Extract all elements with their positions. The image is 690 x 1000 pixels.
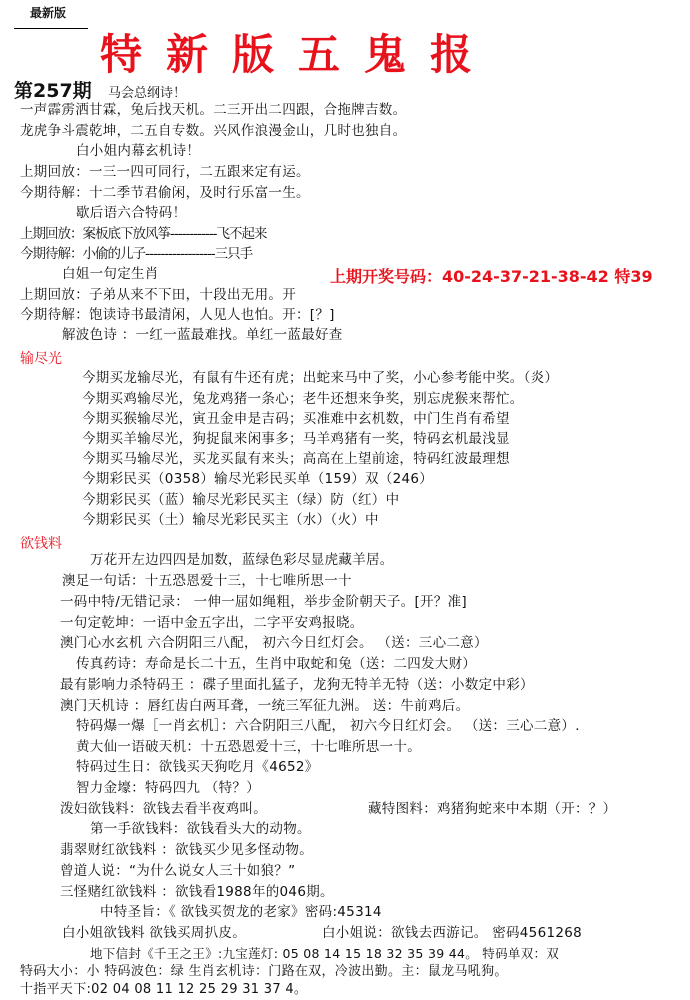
this-period-2: 今期待解：小偷的儿子------------------三只手 [20, 246, 253, 262]
lose-line-2: 今期买鸡输尽光，兔龙鸡猪一条心；老牛还想来争奖，别忘虎猴来帮忙。 [82, 391, 524, 407]
issue-subtitle: 马会总纲诗！ [108, 86, 187, 101]
subheading-xiehouyu: 歇后语六合特码！ [76, 205, 187, 221]
money-line-3: 一码中特/无错记录： 一伸一屈如绳粗，举步金阶朝天子。[开？准] [60, 594, 467, 610]
lose-line-3: 今期买猴输尽光，寅丑金申是吉码；买准难中玄机数，中门生肖有希望 [82, 411, 510, 427]
money-line-6: 传真药诗：寿命是长二十五，生肖中取蛇和兔（送：二四发大财） [76, 656, 477, 672]
lose-line-8: 今期彩民买（土）输尽光彩民买主（水）（火）中 [82, 512, 379, 528]
last-review-3: 上期回放：子弟从来不下田，十段出无用。开 [20, 287, 296, 303]
this-period-3: 今期待解：饱读诗书最清闲，人见人也怕。开：[？] [20, 307, 335, 323]
previous-draw-result: 上期开奖号码：40-24-37-21-38-42 特39 [330, 267, 653, 286]
money-line-13: 泼妇欲钱料：欲钱去看半夜鸡叫。 [60, 801, 267, 817]
money-line-12: 智力金壕：特码四九 （特？） [76, 780, 260, 796]
money-line-2: 澳足一句话：十五恐恩爱十三，十七唯所思一十 [62, 573, 352, 589]
page-title: 特新版五鬼报 [100, 30, 497, 79]
money-line-4: 一句定乾坤：一语中金五字出，二字平安鸡报晓。 [60, 615, 364, 631]
poem-line-2: 龙虎争斗震乾坤，二五自专数。兴风作浪漫金山，几时也独自。 [20, 123, 407, 139]
lose-line-1: 今期买龙输尽光，有鼠有牛还有虎；出蛇来马中了奖，小心参考能中奖。（炎） [82, 370, 559, 386]
edition-tag: 最新版 [30, 6, 67, 20]
last-review-2: 上期回放：案板底下放风筝------------飞不起来 [20, 226, 267, 242]
money-line-22: 地下信封《千王之王》:九宝莲灯: 05 08 14 15 18 32 35 39 44。 特码单双：双 [90, 946, 560, 961]
money-line-10: 黄大仙一语破天机：十五恐恩爱十三，十七唯所思一十。 [76, 739, 421, 755]
color-poem: 解波色诗 ：一红一蓝最难找。单红一蓝最好查 [62, 327, 343, 343]
money-line-8: 澳门天机诗 ：唇红齿白两耳聋，一统三军征九洲。 送：牛前鸡后。 [60, 698, 470, 714]
issue-number: 第257期 [14, 80, 92, 102]
subheading-baijie: 白姐一句定生肖 [62, 266, 159, 282]
money-line-23: 特码大小：小 特码波色：绿 生肖玄机诗：门路在双，冷波出勤。主：鼠龙马吼狗。 [20, 964, 508, 979]
money-line-1: 万花开左边四四是加数，蓝绿色彩尽显虎藏羊居。 [90, 552, 394, 568]
lose-line-7: 今期彩民买（蓝）输尽光彩民买主（绿）防（红）中 [82, 492, 400, 508]
money-line-17: 曾道人说：“为什么说女人三十如狼？” [60, 863, 296, 879]
lose-line-6: 今期彩民买（0358）输尽光彩民买单（159）双（246） [82, 471, 434, 487]
subheading-bai-xiaojie: 白小姐内幕玄机诗！ [76, 143, 201, 159]
lose-line-4: 今期买羊输尽光，狗捉鼠来闲事多；马羊鸡猪有一奖，特码玄机最浅显 [82, 431, 510, 447]
money-line-7: 最有影响力杀特码王 ：碟子里面扎猛子，龙狗无特羊无特（送：小数定中彩） [60, 677, 534, 693]
section-title-want-money: 欲钱料 [20, 536, 62, 552]
money-line-16: 翡翠财红欲钱料 ：欲钱买少见多怪动物。 [60, 842, 313, 858]
money-line-21: 白小姐说：欲钱去西游记。 密码4561268 [322, 925, 583, 941]
money-line-20: 白小姐欲钱料 欲钱买周扒皮。 [62, 925, 246, 941]
money-line-14: 藏特图料：鸡猪狗蛇来中本期（开：？） [368, 801, 617, 817]
money-line-15: 第一手欲钱料：欲钱看头大的动物。 [90, 821, 311, 837]
this-period-1: 今期待解：十二季节君偷闲，及时行乐富一生。 [20, 185, 310, 201]
section-title-lose-all: 输尽光 [20, 351, 62, 367]
tag-underline [14, 28, 88, 29]
money-line-5: 澳门心水玄机 六合阴阳三八配， 初六今日红灯会。 （送：三心二意） [60, 635, 488, 651]
lose-line-5: 今期买马输尽光，买龙买鼠有来头；高高在上望前途，特码红波最理想 [82, 451, 510, 467]
money-line-18: 三怪赌红欲钱料 ：欲钱看1988年的046期。 [60, 884, 334, 900]
money-line-9: 特码爆一爆［一肖玄机］：六合阴阳三八配， 初六今日红灯会。 （送：三心二意）. [76, 718, 580, 734]
money-line-24: 十指平天下:02 04 08 11 12 25 29 31 37 4。 [20, 982, 308, 997]
last-review-1: 上期回放：一三一四可同行，二五跟来定有运。 [20, 164, 310, 180]
poem-line-1: 一声霹雳洒甘霖，兔后找天机。二三开出二四跟，合拖牌吉数。 [20, 102, 407, 118]
money-line-19: 中特圣旨：《 欲钱买贺龙的老家》密码:45314 [100, 904, 382, 920]
money-line-11: 特码过生日：欲钱买天狗吃月《4652》 [76, 759, 319, 775]
